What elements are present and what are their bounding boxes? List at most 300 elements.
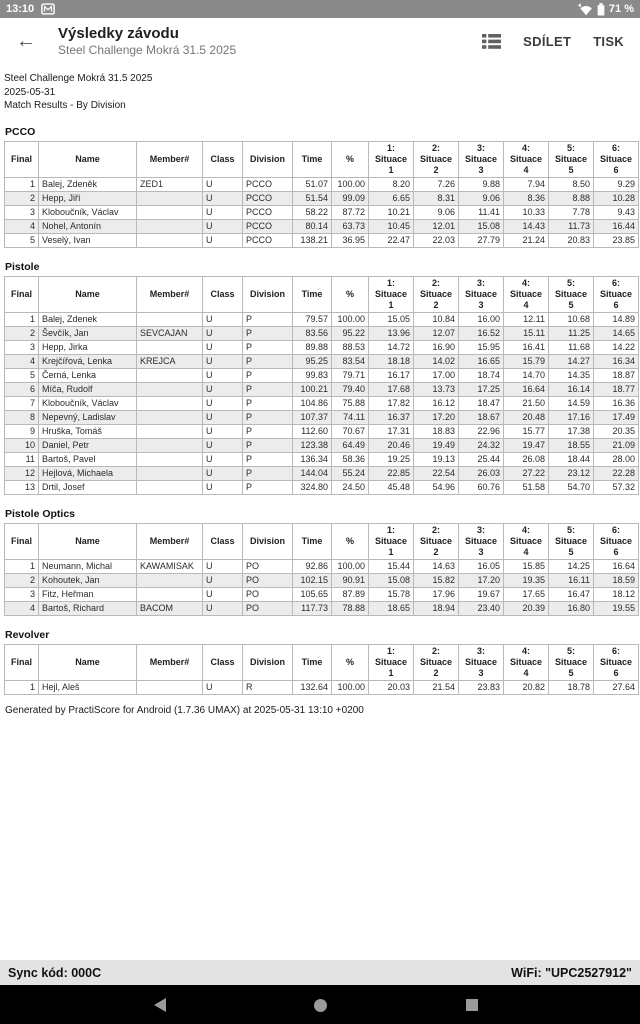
cell: 14.35 [549,368,594,382]
cell: 22.28 [594,466,639,480]
cell: 25.44 [459,452,504,466]
division-sections [4,126,637,695]
column-header: 4: Situace 4 [504,644,549,680]
cell: 16.37 [369,410,414,424]
cell: 15.44 [369,559,414,573]
cell: U [203,410,243,424]
cell: U [203,340,243,354]
cell: U [203,424,243,438]
column-header: Name [39,644,137,680]
cell: 19.55 [594,601,639,615]
cell: 24.50 [332,480,369,494]
column-header: Final [5,523,39,559]
table-row [5,396,639,410]
cell: 17.38 [549,424,594,438]
cell: PCCO [243,219,293,233]
header-row [5,644,639,680]
cell: 7 [5,396,39,410]
results-table [4,276,639,495]
cell: 15.85 [504,559,549,573]
cell: 23.83 [459,680,504,694]
cell: 324.80 [293,480,332,494]
column-header: % [332,141,369,177]
column-header: 1: Situace 1 [369,276,414,312]
cell: 75.88 [332,396,369,410]
cell: 11.25 [549,326,594,340]
cell: 7.78 [549,205,594,219]
cell: 12.07 [414,326,459,340]
cell: 63.73 [332,219,369,233]
cell: PO [243,573,293,587]
cell: 80.14 [293,219,332,233]
column-header: % [332,276,369,312]
cell: 95.25 [293,354,332,368]
status-bar [0,0,640,18]
cell: U [203,326,243,340]
cell: 100.00 [332,312,369,326]
cell: Fitz, Heřman [39,587,137,601]
table-row [5,559,639,573]
cell: 16.64 [594,559,639,573]
cell: PCCO [243,233,293,247]
cell: PCCO [243,205,293,219]
cell: 21.50 [504,396,549,410]
cell: 78.88 [332,601,369,615]
cell: 15.08 [369,573,414,587]
column-header: Member# [137,141,203,177]
cell: 2 [5,326,39,340]
table-row [5,680,639,694]
column-header: Final [5,141,39,177]
division-section [4,126,637,248]
cell: 18.78 [549,680,594,694]
cell: 13 [5,480,39,494]
cell [137,191,203,205]
cell: U [203,601,243,615]
cell: 18.59 [594,573,639,587]
table-row [5,368,639,382]
table-row [5,382,639,396]
cell: 18.74 [459,368,504,382]
section-title: PCCO [5,125,36,138]
table-row [5,191,639,205]
cell: ZED1 [137,177,203,191]
cell: U [203,466,243,480]
nav-home-icon[interactable] [314,999,327,1012]
cell: 8.31 [414,191,459,205]
cell: 15.95 [459,340,504,354]
cell: 11.68 [549,340,594,354]
cell: 16.05 [459,559,504,573]
column-header: Time [293,644,332,680]
cell: 1 [5,559,39,573]
cell [137,219,203,233]
cell: 14.22 [594,340,639,354]
cell: 90.91 [332,573,369,587]
cell: 5 [5,368,39,382]
cell: 100.00 [332,680,369,694]
battery-icon [597,3,605,16]
report-scroll-area[interactable] [0,64,640,960]
cell: U [203,480,243,494]
cell: 60.76 [459,480,504,494]
cell: 51.58 [504,480,549,494]
column-header: Class [203,523,243,559]
cell: 15.77 [504,424,549,438]
cell: Kloboučník, Václav [39,205,137,219]
cell: 55.24 [332,466,369,480]
cell: 105.65 [293,587,332,601]
cell: Hejl, Aleš [39,680,137,694]
table-row [5,587,639,601]
cell: U [203,205,243,219]
cell: 22.85 [369,466,414,480]
cell: Bartoš, Richard [39,601,137,615]
cell [137,312,203,326]
cell: 88.53 [332,340,369,354]
cell: 18.55 [549,438,594,452]
cell: 36.95 [332,233,369,247]
cell: 10.21 [369,205,414,219]
cell: 16.64 [504,382,549,396]
sync-code-label: Sync kód: 000C [8,965,102,980]
cell: 12.01 [414,219,459,233]
cell: 16.12 [414,396,459,410]
cell: 16.80 [549,601,594,615]
clock: 13:10 [6,3,35,15]
report-date: 2025-05-31 [4,86,56,98]
cell: Krejčířová, Lenka [39,354,137,368]
cell: 3 [5,340,39,354]
cell: P [243,438,293,452]
column-header: Name [39,523,137,559]
cell: 26.03 [459,466,504,480]
column-header: 5: Situace 5 [549,644,594,680]
column-header: 4: Situace 4 [504,276,549,312]
column-header: 3: Situace 3 [459,523,504,559]
cell: 19.35 [504,573,549,587]
cell: R [243,680,293,694]
cell: 3 [5,587,39,601]
cell: 6 [5,382,39,396]
cell: 17.16 [549,410,594,424]
table-row [5,438,639,452]
cell: 17.20 [459,573,504,587]
cell: 11 [5,452,39,466]
cell: 8.50 [549,177,594,191]
cell: 20.03 [369,680,414,694]
division-section [4,261,637,495]
cell: 27.79 [459,233,504,247]
cell: 9.29 [594,177,639,191]
battery-percent: 71 % [608,3,634,15]
table-row [5,452,639,466]
cell: 16.44 [594,219,639,233]
division-section [4,629,637,695]
column-header: 5: Situace 5 [549,276,594,312]
back-arrow-icon[interactable]: ← [16,29,36,52]
cell: Černá, Lenka [39,368,137,382]
cell: 18.94 [414,601,459,615]
cell [137,340,203,354]
cell: P [243,466,293,480]
cell: P [243,354,293,368]
cell: 1 [5,177,39,191]
cell: 117.73 [293,601,332,615]
cell: 23.12 [549,466,594,480]
table-row [5,177,639,191]
column-header: 3: Situace 3 [459,141,504,177]
cell: 14.63 [414,559,459,573]
column-header: 6: Situace 6 [594,141,639,177]
cell: 20.48 [504,410,549,424]
cell: Drtil, Josef [39,480,137,494]
cell: 4 [5,354,39,368]
column-header: Time [293,141,332,177]
cell: Nohel, Antonín [39,219,137,233]
android-navigation-bar [0,985,640,1024]
cell: Daniel, Petr [39,438,137,452]
cell: 95.22 [332,326,369,340]
cell: Hepp, Jirka [39,340,137,354]
cell: 20.46 [369,438,414,452]
table-row [5,312,639,326]
column-header: 6: Situace 6 [594,523,639,559]
cell: BACOM [137,601,203,615]
share-button[interactable]: SDÍLET [523,33,572,49]
cell: 13.96 [369,326,414,340]
cell: 79.71 [332,368,369,382]
cell: 100.21 [293,382,332,396]
cell [137,573,203,587]
table-row [5,466,639,480]
print-button[interactable]: TISK [593,33,624,49]
section-title: Pistole [5,260,40,273]
cell: 51.54 [293,191,332,205]
cell: Balej, Zdenek [39,312,137,326]
cell: 12 [5,466,39,480]
cell: Hepp, Jiří [39,191,137,205]
column-header: 5: Situace 5 [549,141,594,177]
page-subtitle: Steel Challenge Mokrá 31.5 2025 [58,42,237,57]
cell: 15.08 [459,219,504,233]
table-row [5,340,639,354]
cell: 28.00 [594,452,639,466]
app-bar [0,18,640,64]
column-header: 1: Situace 1 [369,523,414,559]
cell: 10.45 [369,219,414,233]
cell: 26.08 [504,452,549,466]
cell: 1 [5,680,39,694]
cell: 104.86 [293,396,332,410]
cell: Balej, Zdeněk [39,177,137,191]
view-list-icon[interactable] [482,34,501,49]
division-section [4,508,637,616]
column-header: Name [39,276,137,312]
cell: P [243,312,293,326]
results-table [4,644,639,695]
cell: P [243,326,293,340]
cell: 9.06 [414,205,459,219]
cell: 14.70 [504,368,549,382]
cell: 144.04 [293,466,332,480]
cell: 15.78 [369,587,414,601]
column-header: % [332,523,369,559]
cell: 19.49 [414,438,459,452]
nav-back-icon[interactable] [154,998,166,1012]
cell: 16.34 [594,354,639,368]
column-header: 3: Situace 3 [459,644,504,680]
cell: 11.73 [549,219,594,233]
column-header: Time [293,523,332,559]
cell: Hejlová, Michaela [39,466,137,480]
column-header: Time [293,276,332,312]
cell: 18.12 [594,587,639,601]
cell: 15.11 [504,326,549,340]
cell: PO [243,559,293,573]
cell: 16.11 [549,573,594,587]
cell: 8 [5,410,39,424]
cell: 20.82 [504,680,549,694]
cell: U [203,368,243,382]
cell: 16.00 [459,312,504,326]
cell: U [203,680,243,694]
cell: 74.11 [332,410,369,424]
column-header: Final [5,644,39,680]
cell: 3 [5,205,39,219]
cell: 19.13 [414,452,459,466]
cell: Bartoš, Pavel [39,452,137,466]
column-header: 2: Situace 2 [414,276,459,312]
results-table [4,141,639,248]
cell: 83.56 [293,326,332,340]
header-row [5,276,639,312]
cell: 15.82 [414,573,459,587]
nav-recents-icon[interactable] [466,999,478,1011]
cell: 100.00 [332,177,369,191]
cell: U [203,396,243,410]
table-row [5,573,639,587]
column-header: Name [39,141,137,177]
cell: 17.96 [414,587,459,601]
report-subtitle: Match Results - By Division [4,100,126,111]
cell: 136.34 [293,452,332,466]
cell: 2 [5,573,39,587]
cell: P [243,396,293,410]
cell [137,424,203,438]
cell: 19.67 [459,587,504,601]
cell: 83.54 [332,354,369,368]
cell: 9.06 [459,191,504,205]
column-header: Class [203,644,243,680]
cell [137,382,203,396]
cell [137,205,203,219]
column-header: Division [243,523,293,559]
cell: 18.18 [369,354,414,368]
cell: 1 [5,312,39,326]
report-title: Steel Challenge Mokrá 31.5 2025 [4,73,153,84]
cell: 54.70 [549,480,594,494]
cell: 11.41 [459,205,504,219]
cell: 17.68 [369,382,414,396]
cell: PCCO [243,191,293,205]
cell: 19.25 [369,452,414,466]
cell: 51.07 [293,177,332,191]
cell: 17.25 [459,382,504,396]
cell: 79.40 [332,382,369,396]
table-row [5,480,639,494]
cell: SEVCAJAN [137,326,203,340]
cell: 87.89 [332,587,369,601]
cell: 10.28 [594,191,639,205]
cell: 99.09 [332,191,369,205]
cell: 20.83 [549,233,594,247]
cell: P [243,340,293,354]
cell: Míča, Rudolf [39,382,137,396]
cell: 17.65 [504,587,549,601]
cell: 18.65 [369,601,414,615]
cell: 6.65 [369,191,414,205]
cell: P [243,480,293,494]
cell: PO [243,601,293,615]
cell: 8.36 [504,191,549,205]
section-title: Pistole Optics [5,507,76,520]
cell: 10.68 [549,312,594,326]
cell: Ševčík, Jan [39,326,137,340]
cell: KREJCA [137,354,203,368]
cell: 102.15 [293,573,332,587]
cell: 18.77 [594,382,639,396]
cell: 9.88 [459,177,504,191]
column-header: Member# [137,276,203,312]
cell: U [203,382,243,396]
cell: 92.86 [293,559,332,573]
table-row [5,410,639,424]
cell: 19.47 [504,438,549,452]
cell: 17.82 [369,396,414,410]
cell: 8.20 [369,177,414,191]
cell: 20.35 [594,424,639,438]
cell: 18.87 [594,368,639,382]
cell: U [203,438,243,452]
cell: U [203,191,243,205]
cell: 18.44 [549,452,594,466]
cell: 4 [5,219,39,233]
cell: 14.72 [369,340,414,354]
column-header: 5: Situace 5 [549,523,594,559]
cell: Kloboučník, Václav [39,396,137,410]
cell: 18.47 [459,396,504,410]
cell: 99.83 [293,368,332,382]
cell: 14.02 [414,354,459,368]
cell [137,233,203,247]
column-header: 2: Situace 2 [414,141,459,177]
column-header: 6: Situace 6 [594,276,639,312]
cell: Veselý, Ivan [39,233,137,247]
column-header: Division [243,644,293,680]
table-row [5,601,639,615]
column-header: Member# [137,523,203,559]
cell: U [203,312,243,326]
column-header: Final [5,276,39,312]
cell: 87.72 [332,205,369,219]
cell: U [203,587,243,601]
header-row [5,141,639,177]
cell [137,452,203,466]
cell [137,480,203,494]
table-row [5,424,639,438]
cell: 7.26 [414,177,459,191]
